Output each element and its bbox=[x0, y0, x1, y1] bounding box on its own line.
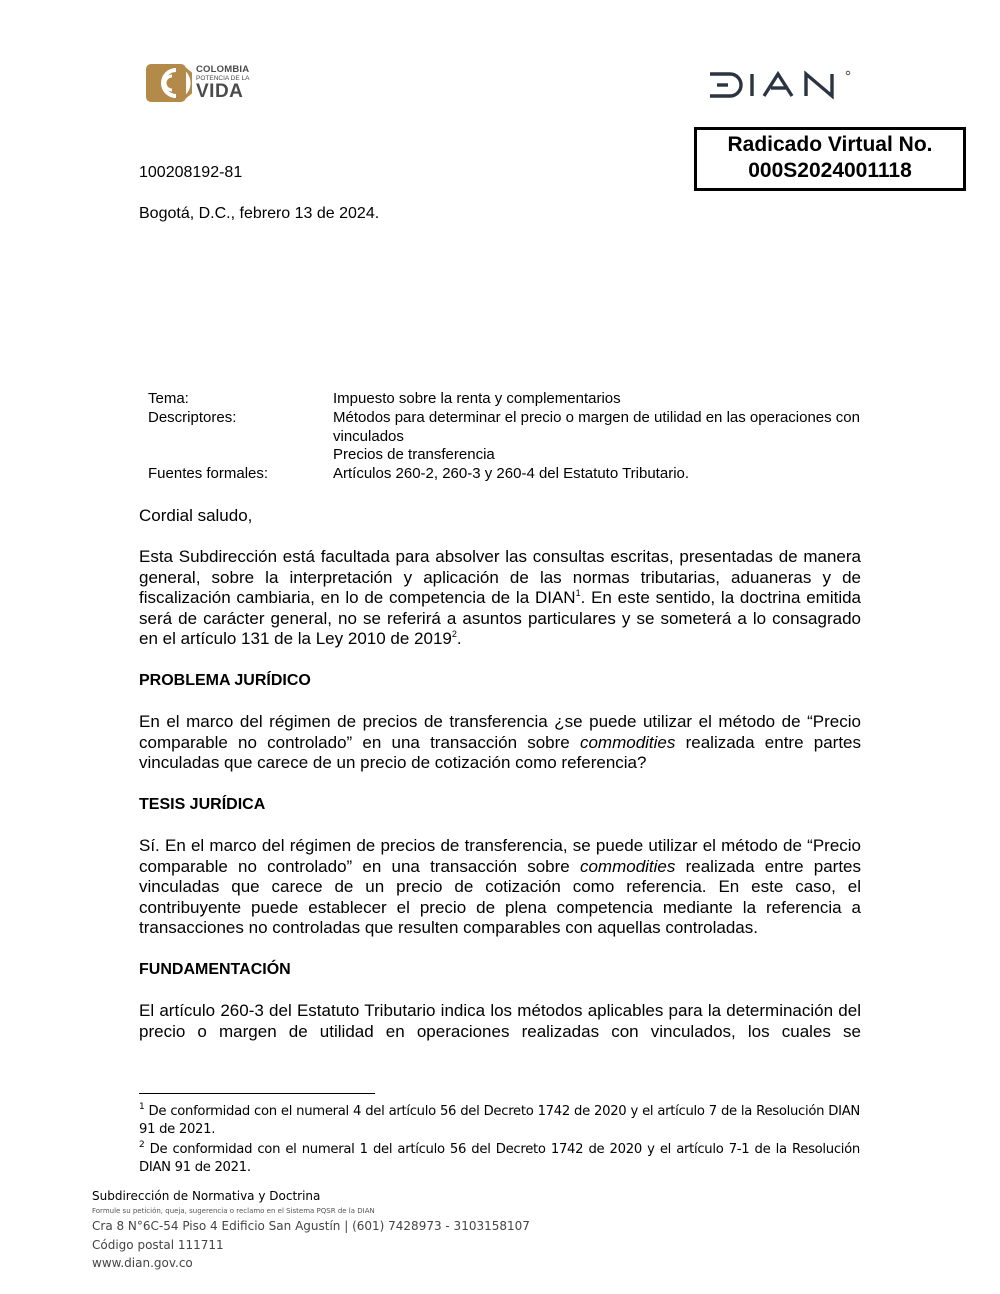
descriptores-row bbox=[148, 409, 860, 465]
footer-pqsr: Formule su petición, queja, sugerencia o reclamo en el Sistema PQSR de la DIAN bbox=[92, 1207, 375, 1215]
tema-row bbox=[148, 390, 860, 409]
footnote-2-number: 2 bbox=[139, 1139, 145, 1150]
descriptores-value-2: Precios de transferencia bbox=[333, 446, 495, 464]
problema-emphasis: commodities bbox=[579, 732, 676, 752]
tesis-text-2: realizada entre partes vinculadas que carece de un precio de cotización como referencia. En este caso, el contribuyente puede establecer el precio de plena competencia mediante la referencia a transacciones no controladas que resulten comparables con aquellas controladas. bbox=[139, 856, 861, 938]
fundamentacion-paragraph: El artículo 260-3 del Estatuto Tributario indica los métodos aplicables para la determinación del precio o margen de utilidad en operaciones realizadas con vinculados, los cuales se bbox=[139, 1001, 861, 1041]
tema-label: Tema: bbox=[148, 390, 189, 407]
intro-text-1: Esta Subdirección está facultada para absolver las consultas escritas, presentadas de manera general, sobre la interpretación y aplicación de las normas tributarias, aduaneras y de fiscalización cambiaria, en lo de competencia de la DIAN bbox=[139, 547, 861, 608]
descriptores-value-1: Métodos para determinar el precio o margen de utilidad en las operaciones con vinculados bbox=[333, 408, 860, 445]
logo-line-vida: VIDA bbox=[196, 81, 244, 102]
tema-value: Impuesto sobre la renta y complementarios bbox=[333, 390, 621, 407]
tesis-text-1: Sí. En el marco del régimen de precios de transferencia, se puede utilizar el método de “Precio comparable no controlado” en una transacción sobre bbox=[139, 836, 861, 876]
footer-postal-code: Código postal 111711 bbox=[92, 1238, 224, 1252]
intro-paragraph bbox=[139, 547, 861, 650]
footnote-2-text: De conformidad con el numeral 1 del artículo 56 del Decreto 1742 de 2020 y el artículo 7-1 de la Resolución DIAN 91 de 2021. bbox=[139, 1142, 860, 1175]
footnote-ref-2: 2 bbox=[451, 628, 457, 639]
logo-line-colombia: COLOMBIA bbox=[196, 64, 250, 75]
footnote-1-text: De conformidad con el numeral 4 del artículo 56 del Decreto 1742 de 2020 y el artículo 7 de la Resolución DIAN 91 de 2021. bbox=[139, 1104, 860, 1137]
radicado-box bbox=[694, 127, 966, 191]
tesis-paragraph bbox=[139, 836, 861, 939]
greeting: Cordial saludo, bbox=[139, 506, 253, 525]
fuentes-row bbox=[148, 465, 860, 484]
radicado-label: Radicado Virtual No. bbox=[727, 133, 933, 156]
problema-text-2: realizada entre partes vinculadas que carece de un precio de cotización como referencia? bbox=[139, 732, 861, 773]
footnote-2 bbox=[139, 1141, 860, 1177]
fuentes-label: Fuentes formales: bbox=[148, 465, 269, 483]
footer-office: Subdirección de Normativa y Doctrina bbox=[92, 1189, 321, 1203]
colombia-logo-mark-icon bbox=[146, 62, 192, 104]
heading-fundamentacion: FUNDAMENTACIÓN bbox=[139, 961, 291, 978]
logo-line-potencia: POTENCIA DE LA bbox=[196, 75, 250, 82]
footnote-separator bbox=[139, 1093, 375, 1094]
dian-logo-wordmark-icon bbox=[708, 70, 853, 100]
tesis-emphasis: commodities bbox=[579, 856, 676, 876]
footer-address: Cra 8 N°6C-54 Piso 4 Edificio San Agustín | (601) 7428973 - 3103158107 bbox=[92, 1219, 530, 1233]
place-and-date: Bogotá, D.C., febrero 13 de 2024. bbox=[139, 205, 380, 222]
colombia-potencia-de-la-vida-logo bbox=[146, 62, 261, 108]
dian-logo bbox=[708, 70, 853, 100]
footer-website-link[interactable]: www.dian.gov.co bbox=[92, 1256, 193, 1270]
intro-text-3: . bbox=[456, 629, 462, 649]
intro-text-2: . En este sentido, la doctrina emitida será de carácter general, no se referirá a asuntos particulares y se someterá a lo consagrado en el artículo 131 de la Ley 2010 de 2019 bbox=[139, 588, 862, 649]
footnote-ref-1: 1 bbox=[575, 587, 581, 598]
problema-paragraph bbox=[139, 712, 861, 774]
heading-tesis-juridica: TESIS JURÍDICA bbox=[139, 796, 266, 813]
subject-table bbox=[148, 390, 860, 484]
descriptores-label: Descriptores: bbox=[148, 408, 237, 426]
footnote-1 bbox=[139, 1103, 860, 1139]
heading-problema-juridico: PROBLEMA JURÍDICO bbox=[139, 672, 311, 689]
problema-text-1: En el marco del régimen de precios de transferencia ¿se puede utilizar el método de “Precio comparable no controlado” en una transacción sobre bbox=[139, 712, 861, 752]
document-number: 100208192-81 bbox=[139, 164, 243, 181]
fuentes-value: Artículos 260-2, 260-3 y 260-4 del Estatuto Tributario. bbox=[333, 465, 690, 483]
radicado-number: 000S2024001118 bbox=[748, 159, 912, 182]
footnote-1-number: 1 bbox=[139, 1101, 145, 1112]
